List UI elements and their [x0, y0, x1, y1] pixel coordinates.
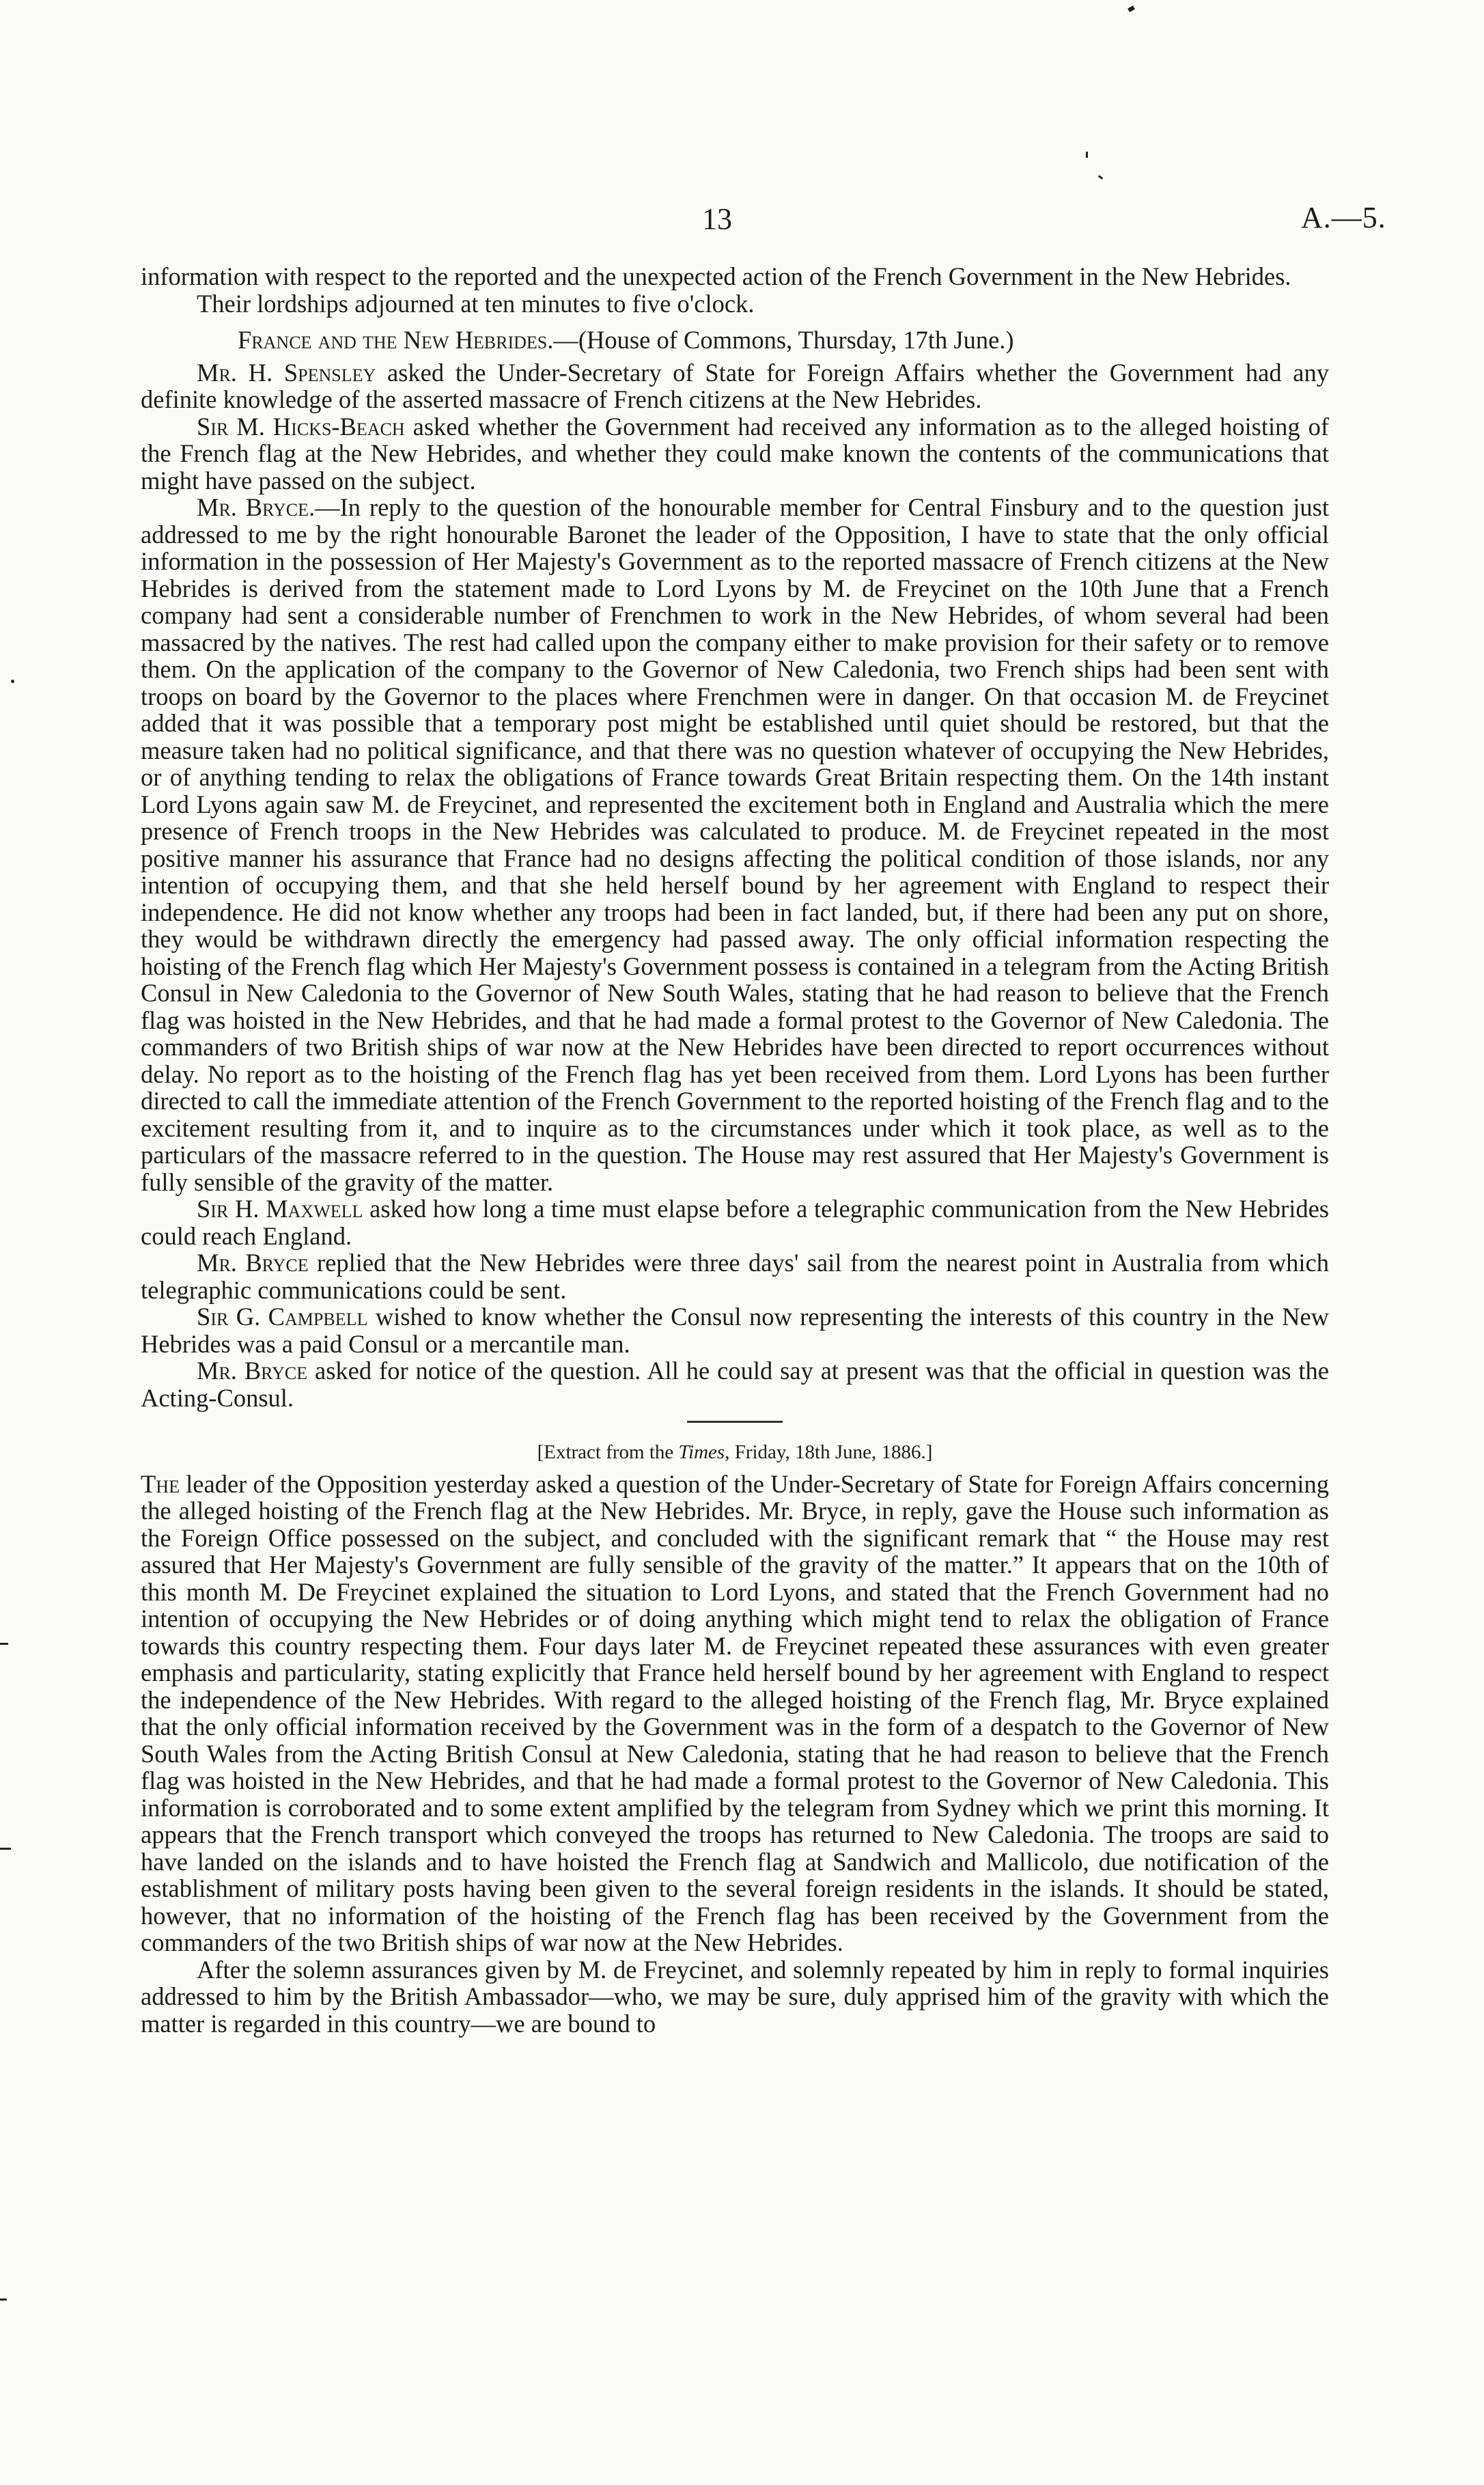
extract-paragraph	[141, 1471, 1329, 1956]
speaker-name: Sir M. Hicks-Beach	[197, 412, 405, 441]
paragraph-text: asked whether the Government had received any information as to the alleged hoisting of the French flag at the New Hebrides, and whether they could make known the contents of the communications that might have passed on the subject.	[141, 412, 1329, 495]
ink-mark	[11, 680, 14, 683]
paragraph	[141, 494, 1329, 1195]
ink-mark	[1128, 5, 1135, 12]
paragraph	[141, 359, 1329, 413]
heading-detail: —(House of Commons, Thursday, 17th June.)	[553, 326, 1014, 354]
paragraph	[141, 1249, 1329, 1303]
paragraph-text: asked for notice of the question. All he could say at present was that the official in question was the Acting-Consul.	[141, 1357, 1329, 1412]
ink-mark	[0, 1848, 11, 1850]
speaker-name: Mr. Bryce	[197, 1357, 308, 1385]
paragraph	[141, 413, 1329, 495]
ink-mark	[0, 1643, 8, 1645]
heading-title: France and the New Hebrides.	[238, 326, 554, 354]
page-number: 13	[702, 202, 732, 236]
section-heading	[141, 327, 1329, 354]
extract-paragraph: After the solemn assurances given by M. de Freycinet, and solemnly repeated by him in reply to formal inquiries addressed to him by the British Ambassador—who, we may be sure, duly apprised him of the gravity with which the matter is regarded in this country—we are bound to	[141, 1955, 1329, 2038]
paragraph: information with respect to the reported and the unexpected action of the French Government in the New Hebrides.	[141, 262, 1291, 290]
speaker-name: Mr. Bryce.	[197, 493, 316, 521]
speaker-name: Mr. H. Spensley	[197, 358, 376, 387]
paragraph	[141, 1195, 1329, 1249]
paragraph-text: asked how long a time must elapse before a telegraphic communication from the New Hebrides could reach England.	[141, 1195, 1329, 1250]
page-reference: A.—5.	[1301, 201, 1386, 234]
paragraph-text: replied that the New Hebrides were three days' sail from the nearest point in Australia from which telegraphic communications could be sent.	[141, 1249, 1329, 1304]
paragraph	[141, 1303, 1329, 1357]
speaker-name: Sir H. Maxwell	[197, 1195, 363, 1223]
lead-word: The	[141, 1469, 180, 1498]
ink-mark	[1098, 175, 1103, 179]
speaker-name: Sir G. Campbell	[197, 1303, 368, 1331]
paragraph-text: wished to know whether the Consul now representing the interests of this country in the New Hebrides was a paid Consul or a mercantile man.	[141, 1303, 1330, 1358]
extract-title-suffix: , Friday, 18th June, 1886.]	[725, 1441, 933, 1463]
text-column	[141, 263, 1329, 2037]
section-divider	[687, 1421, 783, 1423]
newspaper-name: Times	[678, 1441, 725, 1463]
paragraph	[141, 1357, 1329, 1411]
paragraph: Their lordships adjourned at ten minutes to five o'clock.	[197, 289, 755, 318]
extract-title-prefix: [Extract from the	[537, 1441, 679, 1463]
ink-mark	[1086, 152, 1088, 158]
speaker-name: Mr. Bryce	[197, 1249, 309, 1277]
paragraph-text: —In reply to the question of the honourable member for Central Finsbury and to the question just addressed to me by the right honourable Baronet the leader of the Opposition, I have to state that the only official information in the possession of Her Majesty's Government as to the reported massacre of French citizens at the New Hebrides is derived from the statement made to Lord Lyons by M. de Freycinet on the 10th June that a French company had sent a considerable number of Frenchmen to work in the New Hebrides, of whom several had been massacred by the natives. The rest had called upon the company either to make provision for their safety or to remove them. On the application of the company to the Governor of New Caledonia, two French ships had been sent with troops on board by the Governor to the places where Frenchmen were in danger. On that occasion M. de Freycinet added that it was possible that a temporary post might be established until quiet should be restored, but that the measure taken had no political significance, and that there was no question whatever of occupying the New Hebrides, or of anything tending to relax the obligations of France towards Great Britain respecting them. On the 14th instant Lord Lyons again saw M. de Freycinet, and represented the excitement both in England and Australia which the mere presence of French troops in the New Hebrides was calculated to produce. M. de Freycinet repeated in the most positive manner his assurance that France had no designs affecting the political condition of those islands, nor any intention of occupying them, and that she held herself bound by her agreement with England to respect their independence. He did not know whether any troops had been in fact landed, but, if there had been any put on shore, they would be withdrawn directly the emergency had passed away. The only official information respecting the hoisting of the French flag which Her Majesty's Government possess is contained in a telegram from the Acting British Consul in New Caledonia to the Governor of New South Wales, stating that he had reason to believe that the French flag was hoisted in the New Hebrides, and that he had made a formal protest to the Governor of New Caledonia. The commanders of two British ships of war now at the New Hebrides have been directed to report occurrences without delay. No report as to the hoisting of the French flag has yet been received from them. Lord Lyons has been further directed to call the immediate attention of the French Government to the reported hoisting of the French flag and to the excitement resulting from it, and to inquire as to the circumstances under which it took place, as well as to the particulars of the massacre referred to in the question. The House may rest assured that Her Majesty's Government is fully sensible of the gravity of the matter.	[141, 493, 1329, 1196]
ink-mark	[0, 2299, 7, 2301]
extract-title	[141, 1439, 1329, 1467]
paragraph-text: asked the Under-Secretary of State for Foreign Affairs whether the Government had any definite knowledge of the asserted massacre of French citizens at the New Hebrides.	[141, 358, 1329, 413]
paragraph-text: leader of the Opposition yesterday asked a question of the Under-Secretary of State for Foreign Affairs concerning the alleged hoisting of the French flag at the New Hebrides. Mr. Bryce, in reply, gave the House such information as the Foreign Office possessed on the subject, and concluded with the significant remark that “ the House may rest assured that Her Majesty's Government are fully sensible of the gravity of the matter.” It appears that on the 10th of this month M. De Freycinet explained the situation to Lord Lyons, and stated that the French Government had no intention of occupying the New Hebrides or of doing anything which might tend to relax the obligation of France towards this country respecting them. Four days later M. de Freycinet repeated these assurances with even greater emphasis and particularity, stating explicitly that France held herself bound by her agreement with England to respect the independence of the New Hebrides. With regard to the alleged hoisting of the French flag, Mr. Bryce explained that the only official information received by the Government was in the form of a despatch to the Governor of New South Wales from the Acting British Consul at New Caledonia, stating that he had reason to believe that the French flag was hoisted in the New Hebrides, and that he had made a formal protest to the Governor of New Caledonia. This information is corroborated and to some extent amplified by the telegram from Sydney which we print this morning. It appears that the French transport which conveyed the troops has returned to New Caledonia. The troops are said to have landed on the islands and to have hoisted the French flag at Sandwich and Mallicolo, due notification of the establishment of military posts having been given to the several foreign residents in the islands. It should be stated, however, that no information of the hoisting of the French flag has been received by the Government from the commanders of the two British ships of war now at the New Hebrides.	[141, 1469, 1329, 1956]
